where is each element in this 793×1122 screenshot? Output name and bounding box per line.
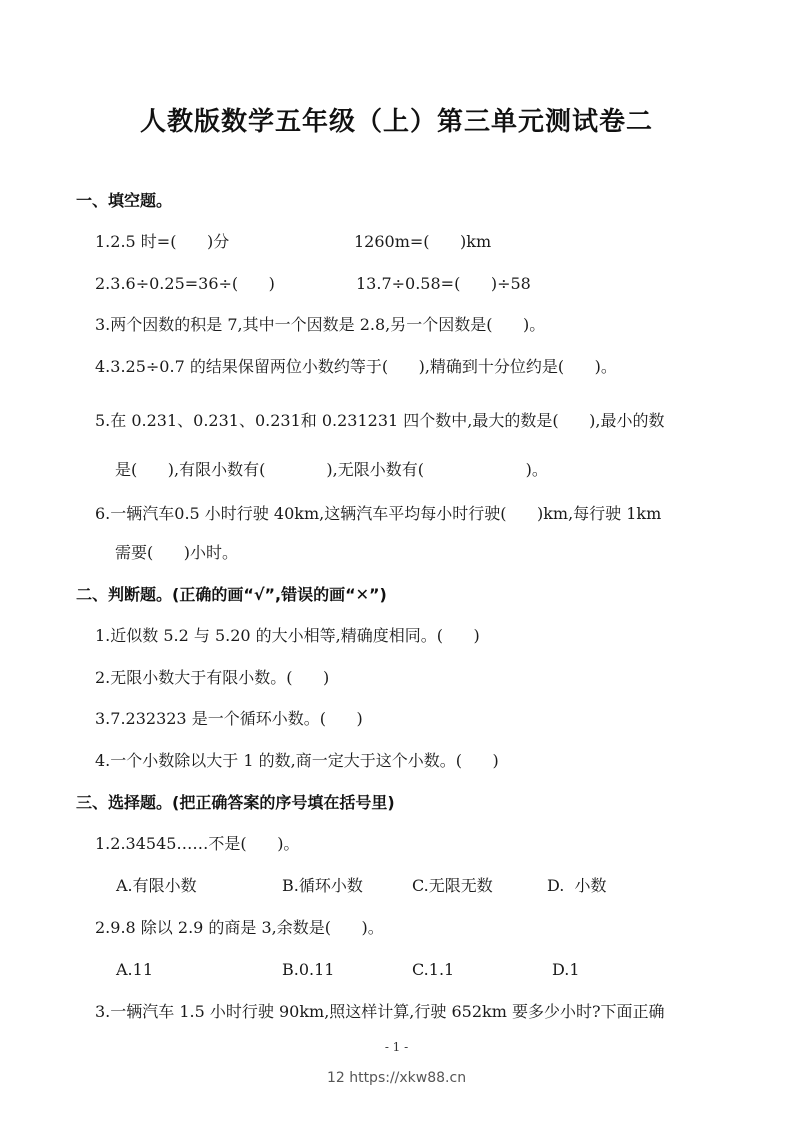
- option-item: D. 小数: [547, 876, 607, 895]
- section-heading-fill: 一、填空题。: [76, 191, 173, 210]
- question-line: 2.无限小数大于有限小数。( ): [95, 668, 330, 687]
- footer-link[interactable]: 12 https://xkw88.cn: [326, 1070, 467, 1086]
- option-item: B.0.11: [282, 960, 335, 979]
- question-line: 1260m=( )km: [354, 232, 492, 251]
- option-item: D.1: [552, 960, 580, 979]
- option-item: C.1.1: [412, 960, 455, 979]
- question-line: 1.2.34545……不是( )。: [95, 834, 300, 853]
- option-item: A.11: [116, 960, 153, 979]
- question-line: 3.一辆汽车 1.5 小时行驶 90km,照这样计算,行驶 652km 要多少小时?下面正确: [95, 1002, 665, 1021]
- question-line: 13.7÷0.58=( )÷58: [356, 274, 531, 293]
- question-line: 4.3.25÷0.7 的结果保留两位小数约等于( ),精确到十分位约是( )。: [95, 357, 617, 376]
- question-line: 3.两个因数的积是 7,其中一个因数是 2.8,另一个因数是( )。: [95, 315, 546, 334]
- question-line: 5.在 0.231、0.231、0.231和 0.231231 四个数中,最大的数是( ),最小的数: [95, 411, 665, 430]
- question-line: 6.一辆汽车0.5 小时行驶 40km,这辆汽车平均每小时行驶( )km,每行驶 1km: [95, 504, 662, 523]
- page-title: 人教版数学五年级（上）第三单元测试卷二: [139, 107, 653, 137]
- page-number: - 1 -: [384, 1040, 409, 1054]
- question-line: 2.3.6÷0.25=36÷( ): [95, 274, 275, 293]
- question-line: 2.9.8 除以 2.9 的商是 3,余数是( )。: [95, 918, 384, 937]
- section-heading-judge: 二、判断题。(正确的画“√”,错误的画“✕”): [76, 585, 387, 604]
- question-line: 1.2.5 时=( )分: [95, 232, 230, 251]
- option-item: C.无限无数: [412, 876, 493, 895]
- option-item: B.循环小数: [282, 876, 363, 895]
- question-line: 4.一个小数除以大于 1 的数,商一定大于这个小数。( ): [95, 751, 499, 770]
- question-line: 1.近似数 5.2 与 5.20 的大小相等,精确度相同。( ): [95, 626, 480, 645]
- question-line: 3.7.232323 是一个循环小数。( ): [95, 709, 363, 728]
- question-line: 是( ),有限小数有( ),无限小数有( )。: [115, 460, 548, 479]
- option-item: A.有限小数: [116, 876, 197, 895]
- question-line: 需要( )小时。: [115, 543, 239, 562]
- section-heading-choice: 三、选择题。(把正确答案的序号填在括号里): [76, 793, 395, 812]
